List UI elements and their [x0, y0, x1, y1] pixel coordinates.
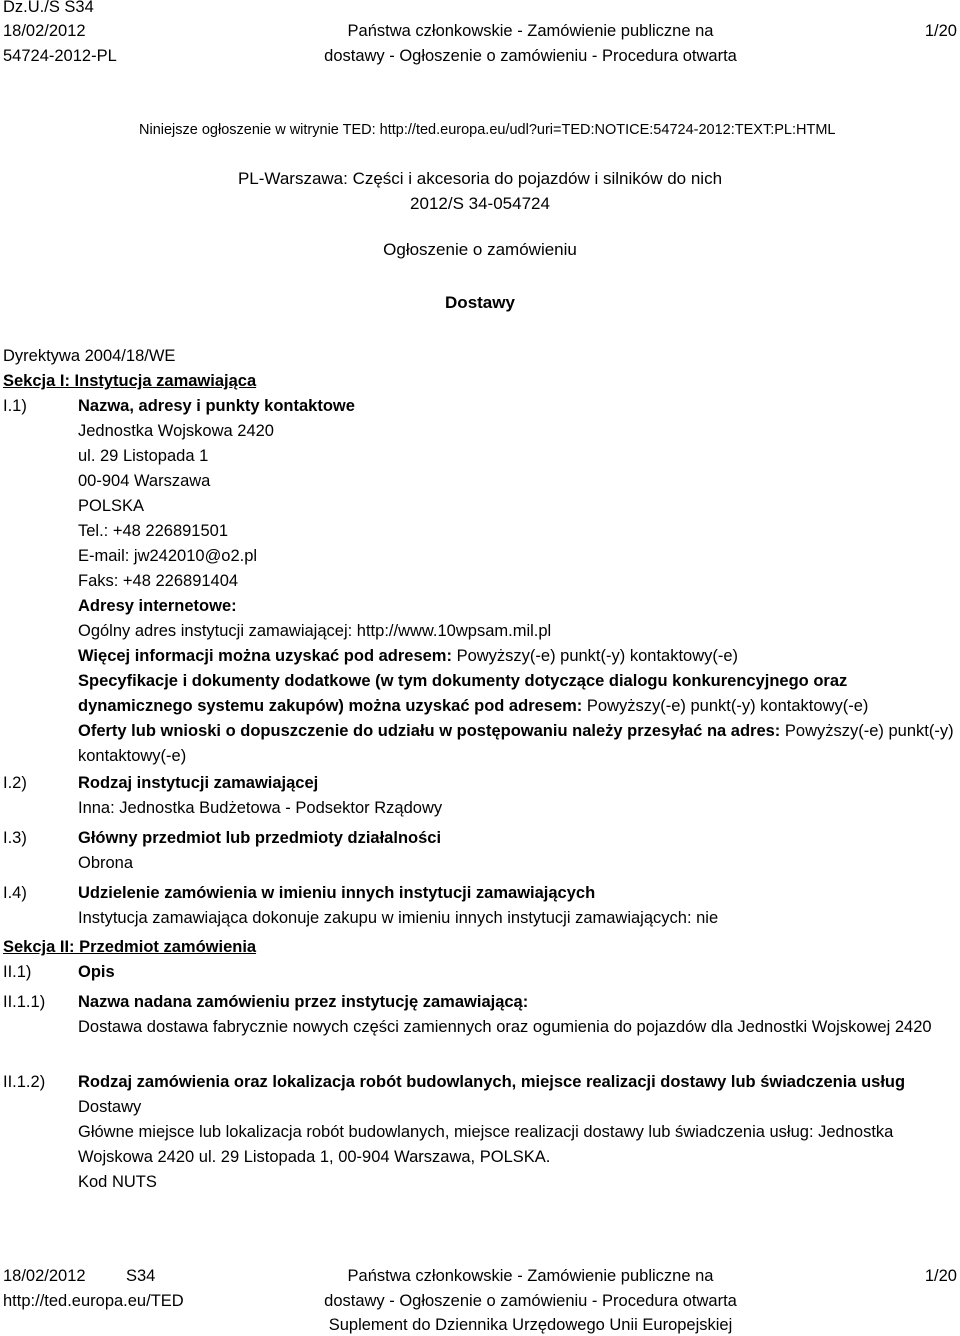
i3-number: I.3)	[3, 829, 27, 847]
ii12-block	[78, 1070, 958, 1195]
ii12-title: Rodzaj zamówienia oraz lokalizacja robót budowlanych, miejsce realizacji dostawy lub świadczenia usług	[78, 1073, 906, 1091]
header-date: 18/02/2012	[3, 22, 86, 40]
footer-page-number: 1/20	[924, 1267, 957, 1285]
i1-more-info-row	[78, 644, 958, 669]
header-ref: Dz.U./S S34	[3, 0, 94, 16]
i1-spec-row	[78, 669, 958, 719]
i1-offers-value: Powyższy(-e) punkt(-y) kontaktowy(-e)	[78, 722, 954, 765]
footer-title-line2: dostawy - Ogłoszenie o zamówieniu - Procedura otwarta	[324, 1292, 737, 1310]
i1-offers-label: Oferty lub wnioski o dopuszczenie do udziału w postępowaniu należy przesyłać na adres:	[78, 722, 785, 740]
i1-street: ul. 29 Listopada 1	[78, 447, 209, 465]
header-title-line2: dostawy - Ogłoszenie o zamówieniu - Procedura otwarta	[324, 47, 737, 65]
notice-title: PL-Warszawa: Części i akcesoria do pojazdów i silników do nich	[237, 169, 723, 188]
i1-tel: Tel.: +48 226891501	[78, 522, 229, 540]
notice-type: Ogłoszenie o zamówieniu	[383, 240, 577, 259]
notice-category: Dostawy	[445, 293, 515, 312]
i1-internet-label: Adresy internetowe:	[78, 597, 237, 615]
i1-fax: Faks: +48 226891404	[78, 572, 239, 590]
i2-number: I.2)	[3, 774, 27, 792]
i4-number: I.4)	[3, 884, 27, 902]
i1-email-row	[78, 544, 958, 569]
ii1-number: II.1)	[3, 963, 32, 981]
i2-value: Inna: Jednostka Budżetowa - Podsektor Rządowy	[78, 799, 443, 817]
i3-block	[78, 826, 958, 876]
i4-title: Udzielenie zamówienia w imieniu innych instytucji zamawiających	[78, 884, 596, 902]
footer-supplement: Suplement do Dziennika Urzędowego Unii Europejskiej	[328, 1316, 733, 1334]
i1-spec-label: Specyfikacje i dokumenty dodatkowe (w tym dokumenty dotyczące dialogu konkurencyjnego oraz dynamicznego systemu zakupów) można uzyskać pod adresem:	[78, 672, 848, 715]
ii12-nuts: Kod NUTS	[78, 1173, 157, 1191]
i1-email-link[interactable]: jw242010@o2.pl	[133, 547, 258, 565]
ted-notice-link[interactable]: Niniejsze ogłoszenie w witrynie TED: http://ted.europa.eu/udl?uri=TED:NOTICE:54724-2012:TEXT:PL:HTML	[139, 122, 836, 138]
section-1-heading: Sekcja I: Instytucja zamawiająca	[3, 372, 257, 390]
i1-offers-row	[78, 719, 958, 769]
ii11-title: Nazwa nadana zamówieniu przez instytucję zamawiającą:	[78, 993, 529, 1011]
i1-spec-value: Powyższy(-e) punkt(-y) kontaktowy(-e)	[586, 697, 869, 715]
header-notice-id: 54724-2012-PL	[3, 47, 117, 65]
ii11-number: II.1.1)	[3, 993, 46, 1011]
i1-number: I.1)	[3, 397, 27, 415]
i3-value: Obrona	[78, 854, 134, 872]
footer-series: S34	[126, 1267, 156, 1285]
footer-url[interactable]: http://ted.europa.eu/TED	[3, 1292, 184, 1310]
i1-country: POLSKA	[78, 497, 145, 515]
i2-title: Rodzaj instytucji zamawiającej	[78, 774, 319, 792]
footer-date: 18/02/2012	[3, 1267, 86, 1285]
i1-block	[78, 394, 958, 769]
i1-city: 00-904 Warszawa	[78, 472, 211, 490]
ii1-title: Opis	[78, 963, 115, 981]
header-title-line1: Państwa członkowskie - Zamówienie publiczne na	[347, 22, 714, 40]
i1-email-label: E-mail:	[78, 547, 134, 565]
i1-name: Jednostka Wojskowa 2420	[78, 422, 274, 440]
footer-title-line1: Państwa członkowskie - Zamówienie publiczne na	[347, 1267, 714, 1285]
ii12-place: Główne miejsce lub lokalizacja robót budowlanych, miejsce realizacji dostawy lub świadczenia usług: Jednostka Wojskowa 2420 ul. 29 Listopada 1, 00-904 Warszawa, POLSKA.	[78, 1123, 894, 1166]
ii12-value: Dostawy	[78, 1098, 142, 1116]
i3-title: Główny przedmiot lub przedmioty działalności	[78, 829, 442, 847]
i1-more-info-value: Powyższy(-e) punkt(-y) kontaktowy(-e)	[456, 647, 739, 665]
i4-value: Instytucja zamawiająca dokonuje zakupu w imieniu innych instytucji zamawiających: nie	[78, 909, 719, 927]
i2-block	[78, 771, 958, 821]
i1-general-row	[78, 619, 958, 644]
i1-more-info-label: Więcej informacji można uzyskać pod adresem:	[78, 647, 457, 665]
ii12-number: II.1.2)	[3, 1073, 46, 1091]
ii11-block	[78, 990, 958, 1040]
notice-number: 2012/S 34-054724	[410, 194, 550, 213]
header-page-number: 1/20	[924, 22, 957, 40]
i1-title: Nazwa, adresy i punkty kontaktowe	[78, 397, 355, 415]
i1-general-label: Ogólny adres instytucji zamawiającej:	[78, 622, 357, 640]
directive: Dyrektywa 2004/18/WE	[3, 347, 176, 365]
ii11-value: Dostawa dostawa fabrycznie nowych części zamiennych oraz ogumienia do pojazdów dla Jednostki Wojskowej 2420	[78, 1018, 932, 1036]
i4-block	[78, 881, 958, 931]
i1-general-link[interactable]: http://www.10wpsam.mil.pl	[356, 622, 552, 640]
section-2-heading: Sekcja II: Przedmiot zamówienia	[3, 938, 257, 956]
